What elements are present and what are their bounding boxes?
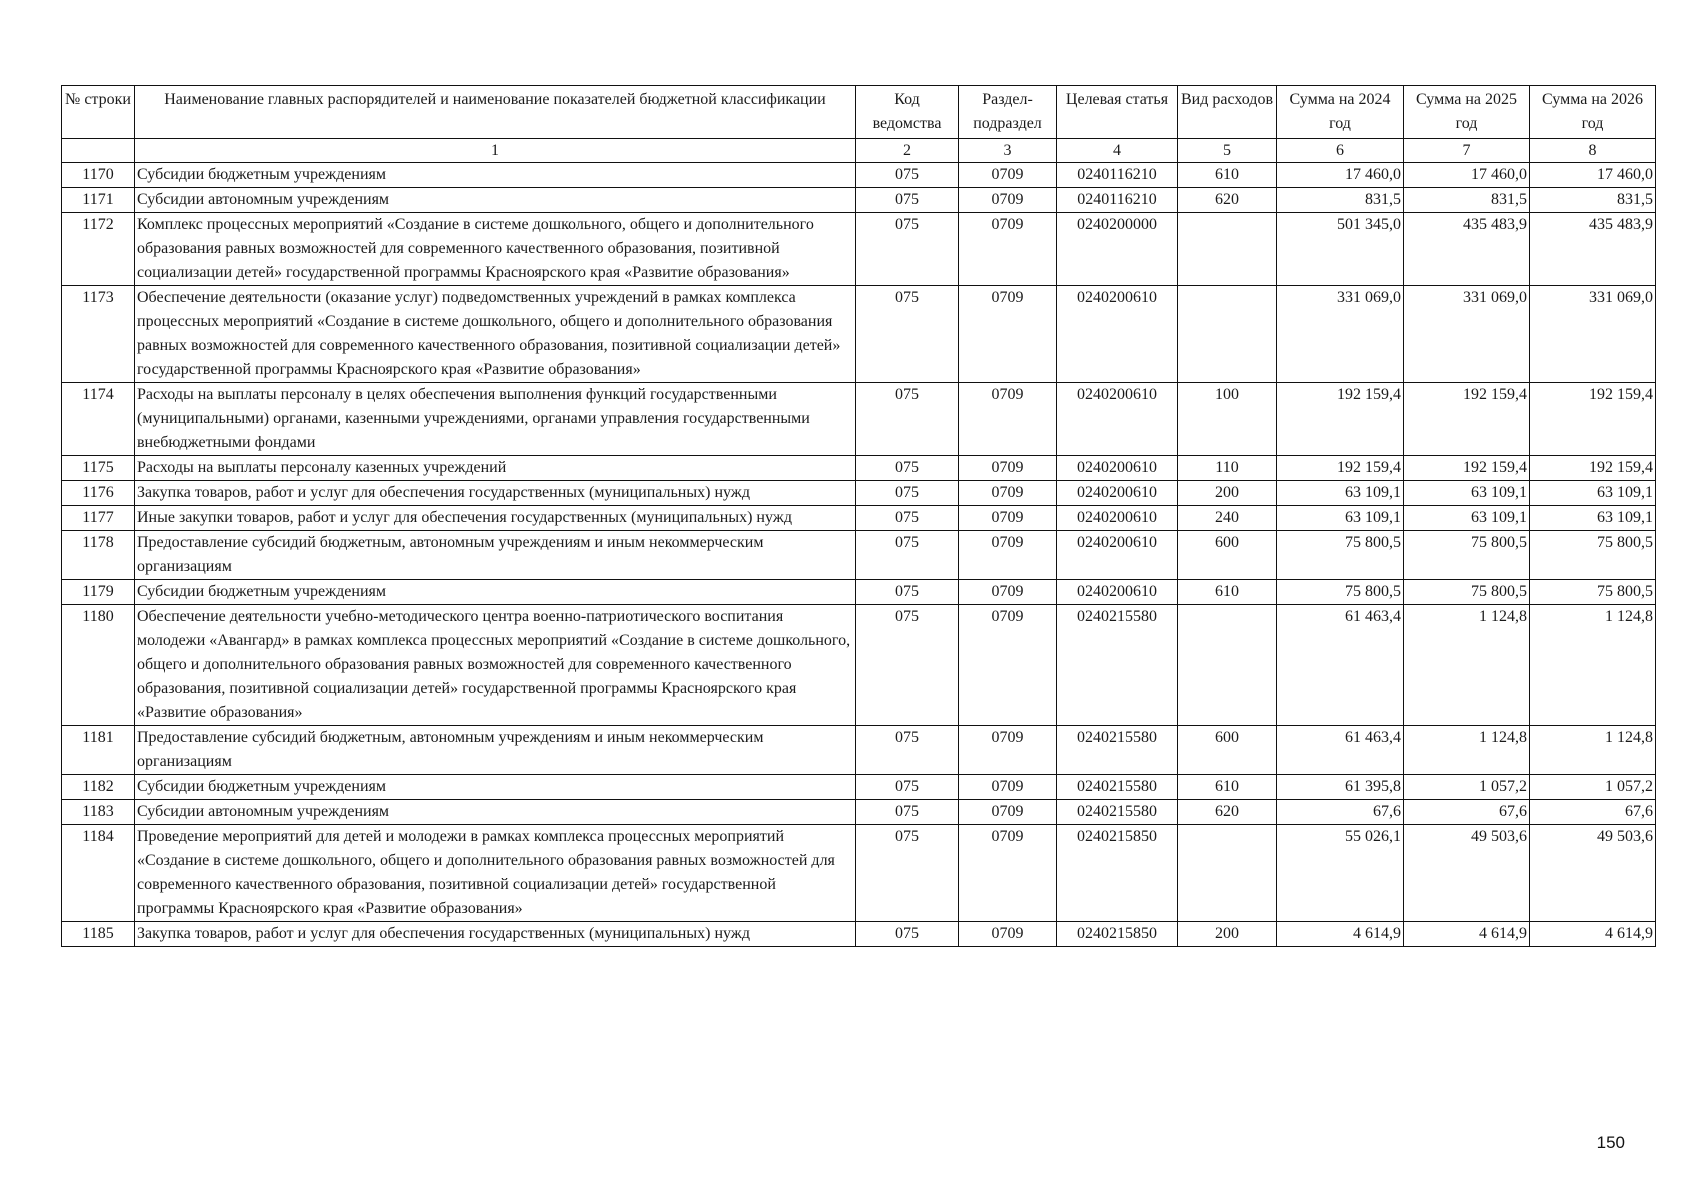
row-name-cell: Обеспечение деятельности (оказание услуг) подведомственных учреждений в рамках комплекса процессных мероприятий «Создание в системе дошкольного, общего и дополнительного образования равных возможностей для современного качественного образования, позитивной социализации детей» государственной программы Красноярского края «Развитие образования» bbox=[135, 286, 856, 383]
row-target-article-cell: 0240215580 bbox=[1057, 726, 1178, 775]
row-dept-code-cell: 075 bbox=[856, 213, 959, 286]
row-number-cell: 1178 bbox=[62, 531, 135, 580]
row-dept-code-cell: 075 bbox=[856, 506, 959, 531]
row-section-cell: 0709 bbox=[959, 922, 1057, 947]
row-name-cell: Расходы на выплаты персоналу в целях обеспечения выполнения функций государственными (муниципальными) органами, казенными учреждениями, органами управления государственными внебюджетными фондами bbox=[135, 383, 856, 456]
row-name-cell: Субсидии автономным учреждениям bbox=[135, 188, 856, 213]
row-sum-2024-cell: 61 395,8 bbox=[1277, 775, 1404, 800]
row-sum-2025-cell: 192 159,4 bbox=[1404, 383, 1530, 456]
row-target-article-cell: 0240200610 bbox=[1057, 531, 1178, 580]
row-target-article-cell: 0240215580 bbox=[1057, 775, 1178, 800]
row-sum-2025-cell: 63 109,1 bbox=[1404, 506, 1530, 531]
row-target-article-cell: 0240200610 bbox=[1057, 580, 1178, 605]
row-sum-2026-cell: 67,6 bbox=[1530, 800, 1656, 825]
row-sum-2026-cell: 75 800,5 bbox=[1530, 531, 1656, 580]
row-expense-type-cell: 200 bbox=[1178, 922, 1277, 947]
row-target-article-cell: 0240200000 bbox=[1057, 213, 1178, 286]
row-number-cell: 1181 bbox=[62, 726, 135, 775]
header-sum-2025: Сумма на 2025 год bbox=[1404, 86, 1530, 139]
table-row bbox=[62, 775, 1656, 800]
row-target-article-cell: 0240200610 bbox=[1057, 456, 1178, 481]
row-sum-2026-cell: 192 159,4 bbox=[1530, 383, 1656, 456]
column-number: 4 bbox=[1057, 139, 1178, 163]
row-number-cell: 1180 bbox=[62, 605, 135, 726]
column-number: 7 bbox=[1404, 139, 1530, 163]
row-sum-2024-cell: 55 026,1 bbox=[1277, 825, 1404, 922]
row-section-cell: 0709 bbox=[959, 163, 1057, 188]
row-section-cell: 0709 bbox=[959, 506, 1057, 531]
row-number-cell: 1179 bbox=[62, 580, 135, 605]
table-body bbox=[62, 163, 1656, 947]
header-row-number: № строки bbox=[62, 86, 135, 139]
row-sum-2025-cell: 4 614,9 bbox=[1404, 922, 1530, 947]
row-number-cell: 1170 bbox=[62, 163, 135, 188]
row-target-article-cell: 0240200610 bbox=[1057, 383, 1178, 456]
row-dept-code-cell: 075 bbox=[856, 383, 959, 456]
row-number-cell: 1183 bbox=[62, 800, 135, 825]
row-sum-2026-cell: 17 460,0 bbox=[1530, 163, 1656, 188]
row-target-article-cell: 0240116210 bbox=[1057, 163, 1178, 188]
row-target-article-cell: 0240215580 bbox=[1057, 605, 1178, 726]
page-number: 150 bbox=[1596, 1133, 1625, 1152]
row-name-cell: Предоставление субсидий бюджетным, автономным учреждениям и иным некоммерческим организациям bbox=[135, 726, 856, 775]
column-number: 2 bbox=[856, 139, 959, 163]
row-dept-code-cell: 075 bbox=[856, 580, 959, 605]
budget-table bbox=[61, 85, 1656, 947]
row-section-cell: 0709 bbox=[959, 531, 1057, 580]
row-sum-2025-cell: 75 800,5 bbox=[1404, 580, 1530, 605]
row-sum-2025-cell: 67,6 bbox=[1404, 800, 1530, 825]
row-target-article-cell: 0240215850 bbox=[1057, 825, 1178, 922]
row-sum-2025-cell: 331 069,0 bbox=[1404, 286, 1530, 383]
row-section-cell: 0709 bbox=[959, 213, 1057, 286]
row-number-cell: 1172 bbox=[62, 213, 135, 286]
row-dept-code-cell: 075 bbox=[856, 481, 959, 506]
row-expense-type-cell bbox=[1178, 605, 1277, 726]
row-number-cell: 1175 bbox=[62, 456, 135, 481]
row-sum-2026-cell: 1 057,2 bbox=[1530, 775, 1656, 800]
row-number-cell: 1177 bbox=[62, 506, 135, 531]
row-sum-2025-cell: 831,5 bbox=[1404, 188, 1530, 213]
header-target-article: Целевая статья bbox=[1057, 86, 1178, 139]
row-sum-2026-cell: 63 109,1 bbox=[1530, 506, 1656, 531]
row-sum-2024-cell: 17 460,0 bbox=[1277, 163, 1404, 188]
row-expense-type-cell: 610 bbox=[1178, 775, 1277, 800]
row-sum-2025-cell: 1 124,8 bbox=[1404, 605, 1530, 726]
row-dept-code-cell: 075 bbox=[856, 726, 959, 775]
table-row bbox=[62, 580, 1656, 605]
row-dept-code-cell: 075 bbox=[856, 922, 959, 947]
row-sum-2024-cell: 61 463,4 bbox=[1277, 726, 1404, 775]
row-sum-2026-cell: 435 483,9 bbox=[1530, 213, 1656, 286]
row-dept-code-cell: 075 bbox=[856, 286, 959, 383]
row-sum-2025-cell: 17 460,0 bbox=[1404, 163, 1530, 188]
row-expense-type-cell: 200 bbox=[1178, 481, 1277, 506]
row-target-article-cell: 0240200610 bbox=[1057, 506, 1178, 531]
row-expense-type-cell: 610 bbox=[1178, 163, 1277, 188]
table-row bbox=[62, 286, 1656, 383]
row-sum-2024-cell: 63 109,1 bbox=[1277, 481, 1404, 506]
row-sum-2026-cell: 63 109,1 bbox=[1530, 481, 1656, 506]
table-row bbox=[62, 213, 1656, 286]
row-sum-2026-cell: 49 503,6 bbox=[1530, 825, 1656, 922]
row-sum-2026-cell: 831,5 bbox=[1530, 188, 1656, 213]
row-section-cell: 0709 bbox=[959, 456, 1057, 481]
row-dept-code-cell: 075 bbox=[856, 775, 959, 800]
row-dept-code-cell: 075 bbox=[856, 163, 959, 188]
table-row bbox=[62, 506, 1656, 531]
row-section-cell: 0709 bbox=[959, 286, 1057, 383]
row-dept-code-cell: 075 bbox=[856, 456, 959, 481]
row-name-cell: Иные закупки товаров, работ и услуг для обеспечения государственных (муниципальных) нужд bbox=[135, 506, 856, 531]
table-row bbox=[62, 456, 1656, 481]
row-name-cell: Закупка товаров, работ и услуг для обеспечения государственных (муниципальных) нужд bbox=[135, 922, 856, 947]
header-sum-2024: Сумма на 2024 год bbox=[1277, 86, 1404, 139]
row-sum-2025-cell: 75 800,5 bbox=[1404, 531, 1530, 580]
row-sum-2024-cell: 4 614,9 bbox=[1277, 922, 1404, 947]
header-section: Раздел-подраздел bbox=[959, 86, 1057, 139]
row-number-cell: 1184 bbox=[62, 825, 135, 922]
table-row bbox=[62, 383, 1656, 456]
row-dept-code-cell: 075 bbox=[856, 800, 959, 825]
row-name-cell: Комплекс процессных мероприятий «Создание в системе дошкольного, общего и дополнительного образования равных возможностей для современного качественного образования, позитивной социализации детей» государственной программы Красноярского края «Развитие образования» bbox=[135, 213, 856, 286]
row-expense-type-cell bbox=[1178, 825, 1277, 922]
row-sum-2025-cell: 192 159,4 bbox=[1404, 456, 1530, 481]
row-name-cell: Субсидии бюджетным учреждениям bbox=[135, 775, 856, 800]
row-section-cell: 0709 bbox=[959, 825, 1057, 922]
row-sum-2024-cell: 831,5 bbox=[1277, 188, 1404, 213]
row-sum-2024-cell: 67,6 bbox=[1277, 800, 1404, 825]
row-name-cell: Закупка товаров, работ и услуг для обеспечения государственных (муниципальных) нужд bbox=[135, 481, 856, 506]
row-sum-2025-cell: 435 483,9 bbox=[1404, 213, 1530, 286]
row-name-cell: Субсидии бюджетным учреждениям bbox=[135, 580, 856, 605]
row-name-cell: Субсидии автономным учреждениям bbox=[135, 800, 856, 825]
row-expense-type-cell: 240 bbox=[1178, 506, 1277, 531]
row-target-article-cell: 0240200610 bbox=[1057, 481, 1178, 506]
row-expense-type-cell: 600 bbox=[1178, 531, 1277, 580]
header-sum-2026: Сумма на 2026 год bbox=[1530, 86, 1656, 139]
row-section-cell: 0709 bbox=[959, 605, 1057, 726]
row-sum-2024-cell: 75 800,5 bbox=[1277, 531, 1404, 580]
row-expense-type-cell: 610 bbox=[1178, 580, 1277, 605]
row-sum-2024-cell: 75 800,5 bbox=[1277, 580, 1404, 605]
row-name-cell: Предоставление субсидий бюджетным, автономным учреждениям и иным некоммерческим организациям bbox=[135, 531, 856, 580]
row-name-cell: Проведение мероприятий для детей и молодежи в рамках комплекса процессных мероприятий «Создание в системе дошкольного, общего и дополнительного образования равных возможностей для современного качественного образования, позитивной социализации детей» государственной программы Красноярского края «Развитие образования» bbox=[135, 825, 856, 922]
row-sum-2025-cell: 49 503,6 bbox=[1404, 825, 1530, 922]
row-number-cell: 1176 bbox=[62, 481, 135, 506]
row-expense-type-cell: 100 bbox=[1178, 383, 1277, 456]
row-sum-2025-cell: 1 057,2 bbox=[1404, 775, 1530, 800]
row-name-cell: Субсидии бюджетным учреждениям bbox=[135, 163, 856, 188]
row-sum-2026-cell: 192 159,4 bbox=[1530, 456, 1656, 481]
row-sum-2024-cell: 192 159,4 bbox=[1277, 383, 1404, 456]
row-number-cell: 1185 bbox=[62, 922, 135, 947]
row-section-cell: 0709 bbox=[959, 383, 1057, 456]
row-sum-2024-cell: 192 159,4 bbox=[1277, 456, 1404, 481]
row-expense-type-cell: 600 bbox=[1178, 726, 1277, 775]
row-section-cell: 0709 bbox=[959, 800, 1057, 825]
row-sum-2026-cell: 4 614,9 bbox=[1530, 922, 1656, 947]
column-number: 3 bbox=[959, 139, 1057, 163]
row-sum-2025-cell: 1 124,8 bbox=[1404, 726, 1530, 775]
row-section-cell: 0709 bbox=[959, 775, 1057, 800]
header-dept-code: Код ведомства bbox=[856, 86, 959, 139]
row-sum-2024-cell: 331 069,0 bbox=[1277, 286, 1404, 383]
table-row bbox=[62, 481, 1656, 506]
row-number-cell: 1182 bbox=[62, 775, 135, 800]
row-dept-code-cell: 075 bbox=[856, 825, 959, 922]
table-header-row bbox=[62, 86, 1656, 139]
row-section-cell: 0709 bbox=[959, 580, 1057, 605]
table-row bbox=[62, 605, 1656, 726]
table-row bbox=[62, 531, 1656, 580]
row-expense-type-cell bbox=[1178, 213, 1277, 286]
row-section-cell: 0709 bbox=[959, 481, 1057, 506]
row-dept-code-cell: 075 bbox=[856, 188, 959, 213]
table-row bbox=[62, 188, 1656, 213]
row-sum-2026-cell: 75 800,5 bbox=[1530, 580, 1656, 605]
row-target-article-cell: 0240215850 bbox=[1057, 922, 1178, 947]
row-expense-type-cell: 620 bbox=[1178, 800, 1277, 825]
column-number: 1 bbox=[135, 139, 856, 163]
row-section-cell: 0709 bbox=[959, 188, 1057, 213]
row-sum-2024-cell: 501 345,0 bbox=[1277, 213, 1404, 286]
row-sum-2024-cell: 61 463,4 bbox=[1277, 605, 1404, 726]
header-expense-type: Вид расходов bbox=[1178, 86, 1277, 139]
row-expense-type-cell bbox=[1178, 286, 1277, 383]
row-section-cell: 0709 bbox=[959, 726, 1057, 775]
row-sum-2026-cell: 1 124,8 bbox=[1530, 605, 1656, 726]
row-dept-code-cell: 075 bbox=[856, 605, 959, 726]
column-number: 8 bbox=[1530, 139, 1656, 163]
row-name-cell: Обеспечение деятельности учебно-методического центра военно-патриотического воспитания молодежи «Авангард» в рамках комплекса процессных мероприятий «Создание в системе дошкольного, общего и дополнительного образования равных возможностей для современного качественного образования, позитивной социализации детей» государственной программы Красноярского края «Развитие образования» bbox=[135, 605, 856, 726]
row-name-cell: Расходы на выплаты персоналу казенных учреждений bbox=[135, 456, 856, 481]
table-row bbox=[62, 800, 1656, 825]
column-number-row bbox=[62, 139, 1656, 163]
table-row bbox=[62, 825, 1656, 922]
row-sum-2026-cell: 331 069,0 bbox=[1530, 286, 1656, 383]
row-target-article-cell: 0240215580 bbox=[1057, 800, 1178, 825]
row-sum-2024-cell: 63 109,1 bbox=[1277, 506, 1404, 531]
row-dept-code-cell: 075 bbox=[856, 531, 959, 580]
table-row bbox=[62, 922, 1656, 947]
table-row bbox=[62, 726, 1656, 775]
row-target-article-cell: 0240200610 bbox=[1057, 286, 1178, 383]
row-sum-2026-cell: 1 124,8 bbox=[1530, 726, 1656, 775]
row-target-article-cell: 0240116210 bbox=[1057, 188, 1178, 213]
row-number-cell: 1174 bbox=[62, 383, 135, 456]
row-expense-type-cell: 620 bbox=[1178, 188, 1277, 213]
column-number bbox=[62, 139, 135, 163]
table-row bbox=[62, 163, 1656, 188]
column-number: 6 bbox=[1277, 139, 1404, 163]
row-sum-2025-cell: 63 109,1 bbox=[1404, 481, 1530, 506]
row-number-cell: 1173 bbox=[62, 286, 135, 383]
row-expense-type-cell: 110 bbox=[1178, 456, 1277, 481]
header-name: Наименование главных распорядителей и наименование показателей бюджетной классификации bbox=[135, 86, 856, 139]
column-number: 5 bbox=[1178, 139, 1277, 163]
row-number-cell: 1171 bbox=[62, 188, 135, 213]
